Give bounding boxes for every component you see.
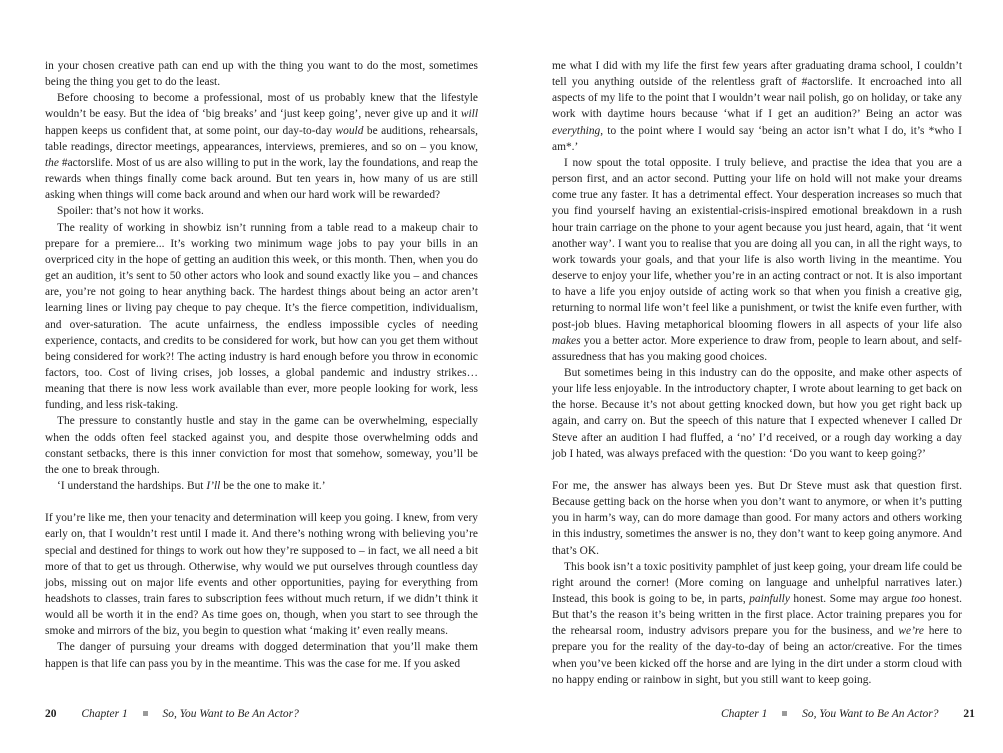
emphasis-text: the [45, 156, 59, 169]
text-run: I now spout the total opposite. I truly believe, and practise the idea that you are a person first, and an actor second. Putting your life on hold will not make your dreams come true any faster. It has a detrimental effect. Your desperation increases so much that you find yourself having an existential-crisis-inspired emotional breakdown in a rush hour train carriage on the phone to your agent because you just heard, again, that ‘it went another way’. I want you to realise that you are doing all you can, in all the right ways, to work towards your goals, and that your life is also worth living in the meantime. You deserve to enjoy your life, whether you’re in an acting contract or not. It is also important to have a life you enjoy outside of acting work so that when you finish a creative gig, returning to normal life won’t feel like a punishment, or twist the knife even further, with post-job blues. Having metaphorical blooming flowers in all aspects of your life also [552, 156, 962, 331]
square-bullet-icon [143, 711, 148, 716]
emphasis-text: painfully [749, 593, 790, 605]
paragraph [552, 478, 962, 559]
text-run: be auditions, rehearsals, table readings, director meetings, appearances, interviews, premieres, and so on – you know, [45, 124, 478, 153]
running-head-chapter: Chapter 1 [81, 708, 128, 720]
text-run: The pressure to constantly hustle and stay in the game can be overwhelming, especially when the odds often feel stacked against you, and despite those overwhelming odds and constant setbacks, there is this inner conviction for most that somehow, someway, you’ll be the one to break through. [45, 415, 478, 476]
text-run: The reality of working in showbiz isn’t running from a table read to a makeup chair to prepare for a premiere... It’s working two minimum wage jobs to pay your bills in an overpriced city in the hope of getting an audition this week, or this month. Then, when you do get an audition, it’s sent to 50 other actors who look and sound exactly like you – and chances are, you’re not going to hear anything back. The hardest things about being an actor aren’t learning lines or living pay cheque to pay cheque. It’s the fierce competition, individualism, and over-saturation. The acute unfairness, the endless impossible cycles of needing experience, contacts, and credits to be considered for work, but how can you get them without being considered for work?! The acting industry is hard enough before you throw in economic factors, too. Cost of living crises, job losses, a global pandemic and industry strikes… meaning that there is now less work available than ever, more people looking for work, less funding, and less risk-taking. [45, 221, 478, 412]
running-head-title: So, You Want to Be An Actor? [802, 708, 939, 720]
text-run: you a better actor. More experience to draw from, people to learn about, and self-assuredness that has you making good choices. [552, 334, 962, 363]
text-run: , to the point where I would say ‘being an actor isn’t what I do, it’s *who I am*.’ [552, 124, 962, 153]
left-page-footer [45, 708, 299, 720]
text-run: This book isn’t a toxic positivity pamphlet of just keep going, your dream life could be right around the corner! (More coming on language and unhelpful narratives later.) Instead, this book is going to be, in parts, [552, 560, 962, 605]
text-run: in your chosen creative path can end up with the thing you want to do the most, sometimes being the thing you get to do the least. [45, 60, 478, 89]
text-run: But sometimes being in this industry can do the opposite, and make other aspects of your life less enjoyable. In the introductory chapter, I wrote about learning to get back on the horse. Because it’s not about getting knocked down, but how you get right back up again, and carry on. But the speech of this nature that I expected whenever I called Dr Steve after an audition I had fluffed, a ‘no’ I’d received, or a rough day working a day job I hated, was always prefaced with the question: ‘Do you want to keep going?’ [552, 366, 962, 460]
text-run: be the one to make it.’ [220, 480, 326, 493]
text-run: happen keeps us confident that, at some point, our day-to-day [45, 124, 336, 137]
running-head-title: So, You Want to Be An Actor? [162, 708, 299, 720]
text-run: If you’re like me, then your tenacity and determination will keep you going. I knew, from very early on, that I wouldn’t rest until I made it. And there’s nothing wrong with believing you’re special and destined for things to work out how they’re supposed to – in fact, we all need a bit more of that to get us through. Otherwise, why would we put ourselves through countless day jobs, missing out on major life events and other opportunities, paying for everything from headshots to classes, train fares to subscription fees without much return, if we didn’t think it would all be worth it in the end? As time goes on, though, when you start to see through the smoke and mirrors of the biz, you begin to question what ‘making it’ even really means. [45, 512, 478, 638]
text-run: honest. But that’s the reason it’s being written in the first place. Actor training prepares you for the rehearsal room, industry advisors prepare you for the business, and [552, 593, 962, 638]
paragraph [45, 90, 478, 203]
paragraph [552, 559, 962, 688]
page-number: 21 [963, 708, 975, 720]
emphasis-text: makes [552, 334, 581, 347]
text-run: here to prepare you for the reality of the day-to-day of being an actor/creative. For the times when you’ve been kicked off the horse and are lying in the dirt under a storm cloud with no happy ending or rainbow in sight, but you still want to keep going. [552, 625, 962, 686]
text-run: Before choosing to become a professional, most of us probably knew that the lifestyle wouldn’t be easy. But the idea of ‘big breaks’ and ‘just keep going’, never give up and it [45, 92, 478, 121]
text-run: The danger of pursuing your dreams with dogged determination that you’ll make them happen is that life can pass you by in the meantime. This was the case for me. If you asked [45, 641, 478, 670]
emphasis-text: I’ll [206, 480, 221, 493]
paragraph [45, 478, 478, 494]
page-number: 20 [45, 708, 57, 720]
left-page [45, 58, 478, 672]
text-run: Spoiler: that’s not how it works. [57, 205, 204, 218]
paragraph [45, 58, 478, 90]
emphasis-text: everything [552, 124, 601, 137]
right-page [552, 58, 962, 688]
paragraph [552, 365, 962, 462]
text-run: honest. Some may argue [789, 593, 912, 605]
emphasis-text: will [460, 108, 478, 121]
paragraph [45, 413, 478, 478]
paragraph [45, 510, 478, 639]
square-bullet-icon [782, 711, 787, 716]
right-page-footer [721, 708, 975, 720]
paragraph [45, 203, 478, 219]
paragraph [552, 155, 962, 365]
paragraph [552, 58, 962, 155]
emphasis-text: too [911, 593, 926, 605]
emphasis-text: we’re [898, 625, 925, 638]
left-page-body [45, 58, 478, 672]
running-head-chapter: Chapter 1 [721, 708, 768, 720]
text-run: For me, the answer has always been yes. But Dr Steve must ask that question first. Because getting back on the horse when you don’t want to anymore, or when it’s putting you in harm’s way, can do more damage than good. For many actors and others working in this industry, sometimes the answer is no, they don’t want to keep going anymore. And that’s OK. [552, 479, 962, 557]
paragraph [45, 220, 478, 414]
emphasis-text: would [335, 124, 364, 137]
text-run: me what I did with my life the first few years after graduating drama school, I couldn’t tell you anything outside of the relentless graft of #actorslife. It encroached into all aspects of my life to the point that I wouldn’t wear nail polish, go on holiday, or take any work with daytime hours because ‘what if I get an audition?’ Being an actor was [552, 60, 962, 121]
text-run: ‘I understand the hardships. But [57, 480, 207, 493]
paragraph [45, 639, 478, 671]
right-page-body [552, 58, 962, 688]
text-run: #actorslife. Most of us are also willing to put in the work, lay the foundations, and reap the rewards when things finally come back around. But ten years in, how many of us are still asking when things will come back around and when our hard work will be rewarded? [45, 156, 478, 202]
